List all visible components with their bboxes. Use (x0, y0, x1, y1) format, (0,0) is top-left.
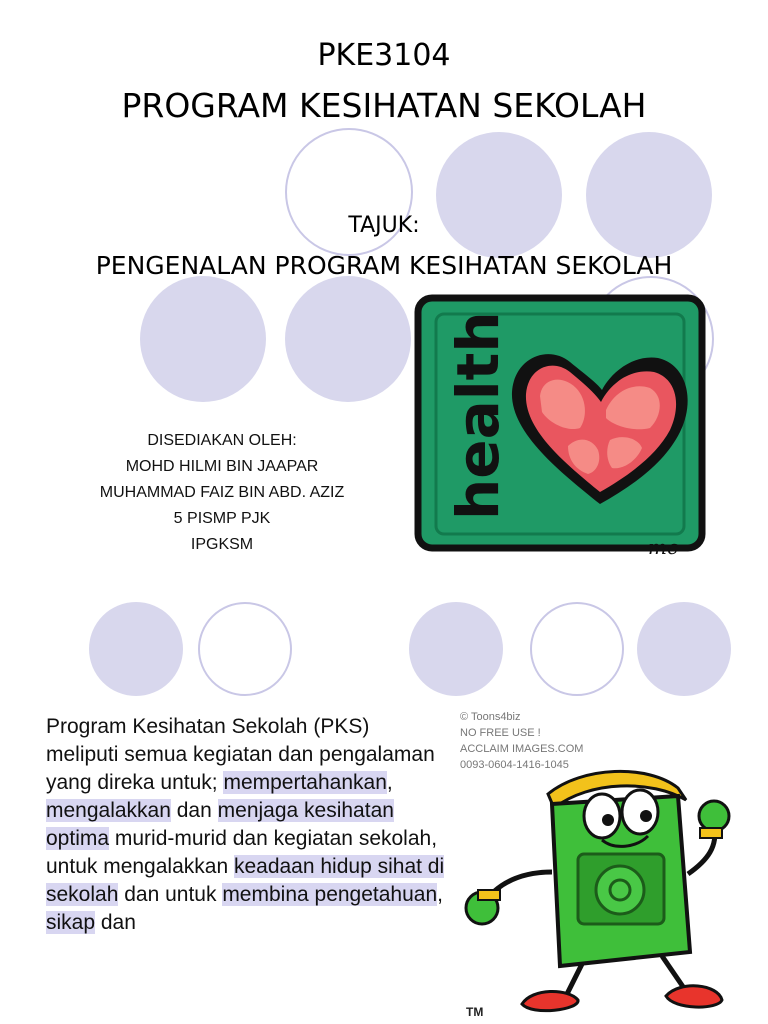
decor-circle (198, 602, 292, 696)
class-name: 5 PISMP PJK (173, 510, 271, 527)
highlight-text: mengalakkan (46, 799, 171, 822)
health-word: health (444, 311, 512, 520)
decor-circle (285, 276, 411, 402)
artist-signature: mc (648, 535, 679, 559)
text-run: dan untuk (118, 883, 223, 906)
author-name: MOHD HILMI BIN JAAPAR (125, 458, 319, 475)
watermark-text: © Toons4biz (460, 711, 521, 723)
watermark-text: NO FREE USE ! (460, 727, 541, 739)
health-heart-icon (410, 292, 710, 562)
dollar-mascot-icon (452, 704, 732, 1022)
course-code: PKE3104 (317, 38, 451, 73)
text-run: dan (95, 911, 136, 934)
text-run: Program Kesihatan Sekolah (PKS) meliputi semua kegiatan dan pengalaman yang direka untuk; (46, 715, 435, 794)
highlight-text: mempertahankan (223, 771, 387, 794)
decor-circle (637, 602, 731, 696)
text-run: murid-murid dan kegiatan sekolah, untuk mengalakkan (46, 827, 438, 878)
credits-label: DISEDIAKAN OLEH: (147, 432, 297, 449)
watermark-text: ACCLAIM IMAGES.COM (460, 743, 584, 755)
text-run: , (386, 771, 393, 794)
decor-circle (140, 276, 266, 402)
highlight-text: membina pengetahuan (222, 883, 438, 906)
decor-circle (89, 602, 183, 696)
author-name: MUHAMMAD FAIZ BIN ABD. AZIZ (99, 484, 345, 501)
highlight-text: sikap (46, 911, 96, 934)
watermark-text: 0093-0604-1416-1045 (460, 759, 569, 771)
credits (42, 428, 402, 558)
topic-label: TAJUK: (348, 213, 420, 238)
pks-definition (46, 713, 446, 937)
text-run: , (437, 883, 443, 906)
topic-title: PENGENALAN PROGRAM KESIHATAN SEKOLAH (95, 251, 673, 280)
decor-circle (409, 602, 503, 696)
institution-name: IPGKSM (190, 536, 254, 553)
text-run: dan (170, 799, 218, 822)
slide-2 (0, 582, 768, 1024)
course-name: PROGRAM KESIHATAN SEKOLAH (121, 86, 647, 125)
trademark-symbol: TM (466, 1005, 484, 1019)
decor-circle (530, 602, 624, 696)
highlight-text: menjaga kesihatan optima (46, 799, 394, 850)
highlight-text: keadaan hidup sihat di sekolah (46, 855, 445, 906)
